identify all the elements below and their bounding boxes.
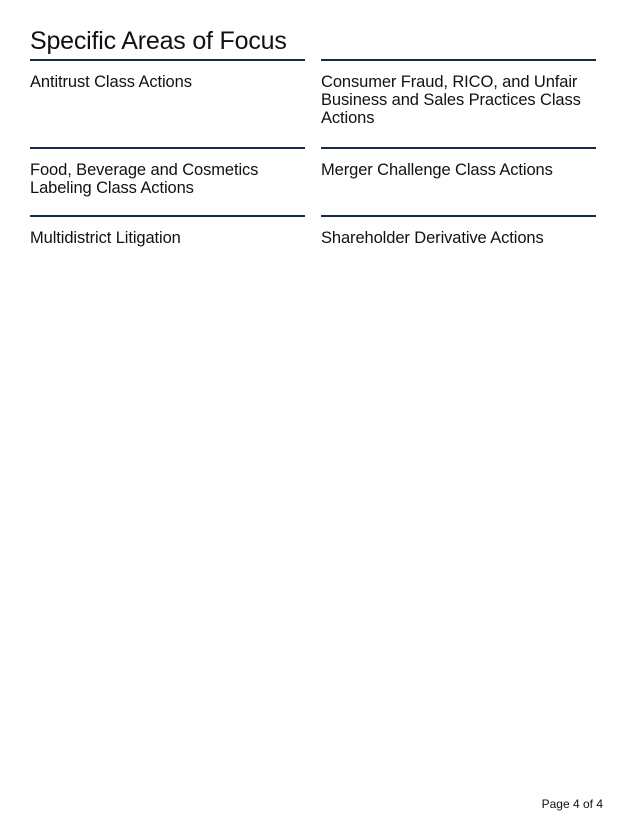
page-number: Page 4 of 4 <box>541 797 603 811</box>
focus-area-merger-challenge: Merger Challenge Class Actions <box>321 147 596 215</box>
focus-area-food-beverage: Food, Beverage and Cosmetics Labeling Class Actions <box>30 147 305 215</box>
focus-area-antitrust: Antitrust Class Actions <box>30 59 305 147</box>
focus-area-multidistrict: Multidistrict Litigation <box>30 215 305 269</box>
focus-areas-grid <box>30 59 596 269</box>
page-title: Specific Areas of Focus <box>30 27 287 55</box>
focus-area-shareholder-derivative: Shareholder Derivative Actions <box>321 215 596 269</box>
focus-area-consumer-fraud: Consumer Fraud, RICO, and Unfair Business and Sales Practices Class Actions <box>321 59 596 147</box>
